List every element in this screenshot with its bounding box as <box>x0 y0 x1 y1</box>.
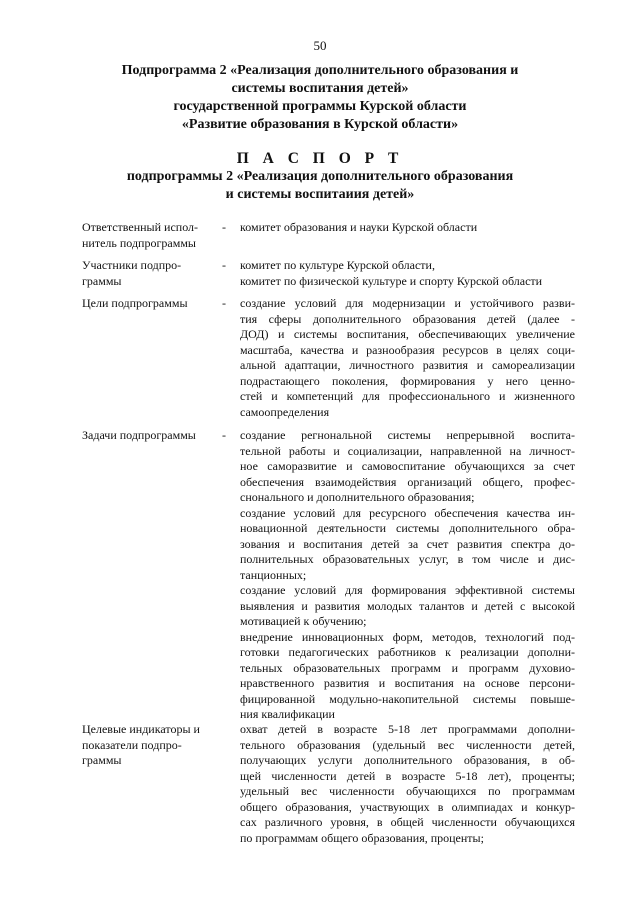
title-line: государственной программы Курской области <box>173 99 467 114</box>
value-line: создание условий для формирования эффективной системы <box>240 583 575 597</box>
page-number: 50 <box>313 38 327 53</box>
value-line: масштаба, качества и разнообразия ресурсов в целях соци- <box>240 342 575 357</box>
value-line: фицированной модульно-накопительной системы повыше- <box>240 691 575 706</box>
value-line: подрастающего поколения, формирования у него ценно- <box>240 373 575 388</box>
value-line: сах различного уровня, в общей численности обучающихся <box>240 815 575 829</box>
row-label <box>82 428 212 444</box>
value-line: ДОД) и системы воспитания, обеспечивающих увеличение <box>240 327 575 341</box>
label-line: нитель подпрограммы <box>82 235 196 250</box>
row-label <box>82 258 212 289</box>
value-line: полнительных образовательных услуг, в том числе и дис- <box>240 552 575 566</box>
subtitle-line: и системы воспитаиия детей» <box>225 187 415 202</box>
value-line: танционных; <box>240 567 307 582</box>
row-dash: - <box>222 428 226 442</box>
value-line: комитет образования и науки Курской области <box>240 220 478 234</box>
row-label <box>82 722 212 769</box>
row-dash: - <box>222 220 226 234</box>
passport-heading: П А С П О Р Т <box>236 150 404 167</box>
subtitle-line: подпрограммы 2 «Реализация дополнительного образования <box>126 169 514 184</box>
title-line: Подпрограмма 2 «Реализация дополнительного образования и <box>121 63 519 78</box>
row-value <box>240 220 575 236</box>
subprogram-title <box>0 62 640 134</box>
row-value <box>240 722 575 846</box>
value-line: самоопределения <box>240 404 330 419</box>
value-line: внедрение инновационных форм, методов, технологий под- <box>240 629 575 644</box>
value-line: создание условий для ресурсного обеспечения качества ин- <box>240 505 575 520</box>
value-line: готовки педагогических работников к реализации дополни- <box>240 645 575 659</box>
passport-subtitle <box>0 168 640 204</box>
value-line: тельной работы и социализации, направленной на личност- <box>240 443 575 458</box>
value-line: ния квалификации <box>240 707 335 721</box>
value-line: комитет по физической культуре и спорту Курской области <box>240 273 543 288</box>
value-line: тия сферы дополнительного образования детей (далее - <box>240 311 575 326</box>
row-value <box>240 428 575 723</box>
value-line: мотивацией к обучению; <box>240 614 367 628</box>
row-label <box>82 296 212 312</box>
title-line: «Развитие образования в Курской области» <box>181 117 459 132</box>
label-line: граммы <box>82 273 122 288</box>
label-line: Ответственный испол- <box>82 220 199 234</box>
value-line: зования и воспитания детей за счет развития спектра до- <box>240 536 575 551</box>
row-dash: - <box>222 258 226 272</box>
value-line: по программам общего образования, проценты; <box>240 830 484 845</box>
row-value <box>240 296 575 420</box>
label-line: Участники подпро- <box>82 258 182 272</box>
label-line: граммы <box>82 753 122 767</box>
value-line: получающих услуги дополнительного образования, в об- <box>240 753 575 767</box>
value-line: удельный вес численности обучающихся по программам <box>240 784 575 798</box>
value-line: тельного образования (удельный вес численности детей, <box>240 737 575 752</box>
value-line: щей численности детей в возрасте 5-18 лет), проценты; <box>240 768 575 783</box>
value-line: ное саморазвитие и самовоспитание обучающихся за счет <box>240 459 575 473</box>
label-line: Задачи подпрограммы <box>82 428 196 442</box>
value-line: новационной деятельности системы дополнительного обра- <box>240 521 575 535</box>
value-line: создание регнональной системы непрерывной воспита- <box>240 428 575 442</box>
label-line: Целевые индикаторы и <box>82 722 200 736</box>
value-line: охват детей в возрасте 5-18 лет программами дополни- <box>240 722 575 736</box>
row-label <box>82 220 212 251</box>
value-line: комитет по культуре Курской области, <box>240 258 435 272</box>
value-line: снонального и дополнительного образования; <box>240 490 475 504</box>
value-line: обеспечения взаимодействия организаций общего, профес- <box>240 474 575 489</box>
label-line: Цели подпрограммы <box>82 296 188 310</box>
value-line: тельных образовательных программ и программ духовио- <box>240 660 575 675</box>
value-line: выявления и развития молодых талантов и детей с высокой <box>240 598 575 613</box>
label-line: показатели подпро- <box>82 737 182 752</box>
row-value <box>240 258 575 289</box>
value-line: нравственного развития и воспитания на основе персони- <box>240 676 575 690</box>
value-line: общего образования, участвующих в олимпиадах и конкур- <box>240 799 575 814</box>
value-line: создание условий для модернизации и устойчивого разви- <box>240 296 575 310</box>
value-line: альной адаптации, личностного развития и самореализации <box>240 358 575 372</box>
row-dash: - <box>222 296 226 310</box>
value-line: стей и компетенций для профессионального и жизненного <box>240 389 575 403</box>
title-line: системы воспитания детей» <box>231 81 409 96</box>
